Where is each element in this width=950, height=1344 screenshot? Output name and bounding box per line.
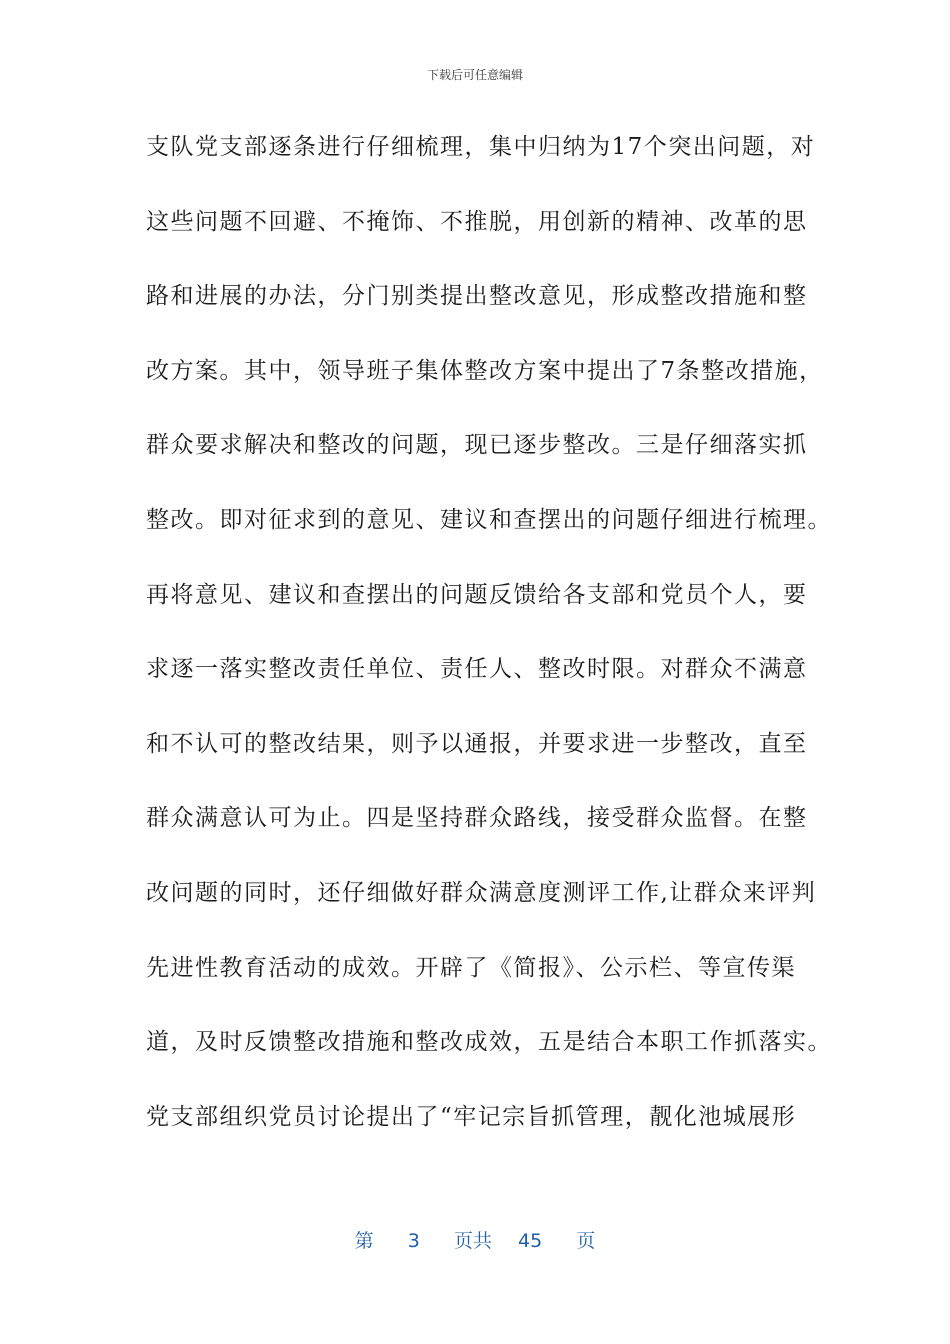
document-body	[146, 122, 832, 1166]
page-footer	[0, 1226, 950, 1253]
text-line: 这些问题不回避、不掩饰、不推脱，用创新的精神、改革的思	[146, 208, 808, 235]
total-pages: 45	[518, 1230, 543, 1252]
text-line: 党支部组织党员讨论提出了“牢记宗旨抓管理，靓化池城展形	[146, 1103, 797, 1130]
text-line: 整改。即对征求到的意见、建议和查摆出的问题仔细进行梳理。	[146, 506, 832, 533]
text-line: 群众满意认可为止。四是坚持群众路线，接受群众监督。在整	[146, 805, 808, 832]
text-line: 求逐一落实整改责任单位、责任人、整改时限。对群众不满意	[146, 656, 808, 683]
page-number: 3	[407, 1230, 420, 1252]
text-line: 道，及时反馈整改措施和整改成效，五是结合本职工作抓落实。	[146, 1029, 832, 1056]
header-note: 下载后可任意编辑	[426, 68, 523, 82]
page-prefix: 第	[354, 1230, 374, 1252]
text-line: 再将意见、建议和查摆出的问题反馈给各支部和党员个人，要	[146, 581, 808, 608]
page-suffix: 页	[576, 1230, 596, 1252]
text-line: 改问题的同时，还仔细做好群众满意度测评工作,让群众来评判	[146, 879, 817, 906]
text-line: 群众要求解决和整改的问题，现已逐步整改。三是仔细落实抓	[146, 432, 808, 459]
text-line: 改方案。其中，领导班子集体整改方案中提出了7条整改措施，	[146, 357, 824, 384]
page-middle: 页共	[453, 1230, 492, 1252]
text-line: 和不认可的整改结果，则予以通报，并要求进一步整改，直至	[146, 730, 808, 757]
text-line: 先进性教育活动的成效。开辟了《简报》、公示栏、等宣传渠	[146, 954, 796, 981]
text-line: 支队党支部逐条进行仔细梳理，集中归纳为17个突出问题，对	[146, 134, 816, 160]
text-line: 路和进展的办法，分门别类提出整改意见，形成整改措施和整	[146, 283, 808, 310]
